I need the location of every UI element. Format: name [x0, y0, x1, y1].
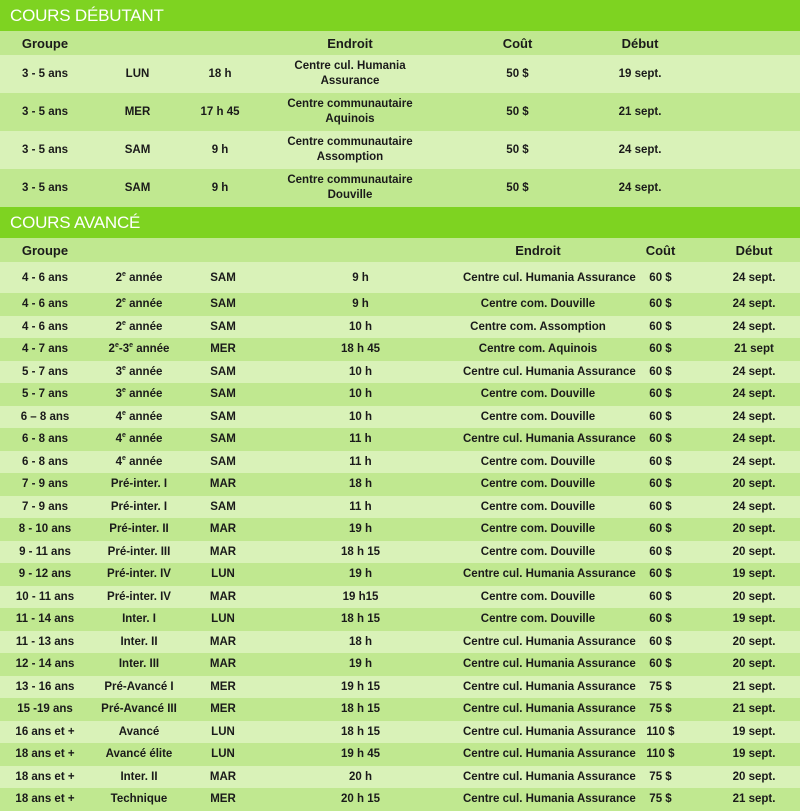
table-row	[0, 316, 800, 339]
table-row	[0, 608, 800, 631]
cell-cout: 60 $	[649, 568, 672, 581]
endroit-line-1: Centre communautaire	[287, 98, 413, 110]
endroit-line-2: Douville	[327, 189, 373, 201]
cell-cout: 50 $	[506, 143, 529, 156]
cell-endroit: Centre cul. Humania Assurance	[463, 568, 636, 581]
table-row	[0, 473, 800, 496]
cell-annee	[90, 563, 188, 586]
table-row	[0, 451, 800, 474]
cell-debut: 21 sept.	[732, 703, 776, 716]
cell-groupe: 6 – 8 ans	[20, 410, 70, 423]
cell-debut: 19 sept.	[732, 725, 776, 738]
cell-heure: 9 h	[211, 181, 229, 194]
cell-groupe: 7 - 9 ans	[21, 478, 69, 491]
cell-annee	[90, 721, 188, 744]
cell-annee	[90, 653, 188, 676]
cell-jour: MER	[210, 343, 236, 356]
annee-part: 4	[115, 455, 123, 468]
cell-annee	[90, 451, 188, 474]
advanced-table	[0, 238, 800, 811]
annee-part: Pré-Avancé I	[104, 680, 174, 693]
cell-endroit: Centre cul. Humania Assurance	[463, 748, 636, 761]
cell-jour: SAM	[124, 181, 151, 194]
cell-heure: 9 h	[352, 298, 369, 311]
cell-cout: 50 $	[506, 105, 529, 118]
cell-cout: 60 $	[649, 523, 672, 536]
cell-groupe: 8 - 10 ans	[18, 523, 72, 536]
annee-part: e	[122, 387, 126, 395]
cell-debut: 20 sept.	[732, 635, 776, 648]
annee-part: e	[122, 364, 126, 372]
cell-jour: SAM	[210, 271, 236, 284]
annee-part: e	[122, 297, 126, 305]
cell-annee	[90, 518, 188, 541]
annee-part: 4	[115, 410, 123, 423]
cell-cout: 60 $	[649, 365, 672, 378]
cell-annee	[90, 496, 188, 519]
cell-annee	[90, 262, 188, 293]
cell-annee	[90, 361, 188, 384]
cell-cout: 50 $	[506, 67, 529, 80]
annee-part: Inter. III	[118, 658, 160, 671]
cell-endroit: Centre cul. Humania Assurance	[463, 433, 636, 446]
cell-debut: 20 sept.	[732, 545, 776, 558]
cell-endroit: Centre com. Douville	[480, 455, 596, 468]
annee-part: année	[125, 298, 163, 311]
table-row	[0, 383, 800, 406]
cell-endroit: Centre cul. Humania Assurance	[463, 680, 636, 693]
cell-debut: 19 sept.	[732, 568, 776, 581]
cell-heure: 19 h	[348, 658, 372, 671]
cell-endroit: Centre com. Douville	[480, 545, 596, 558]
cell-annee	[90, 473, 188, 496]
table-row	[0, 293, 800, 316]
cell-cout: 110 $	[646, 725, 675, 738]
annee-part: -3	[118, 343, 130, 356]
cell-heure: 19 h	[348, 523, 372, 536]
cell-heure: 11 h	[349, 455, 372, 468]
cell-cout: 60 $	[649, 613, 672, 626]
cell-cout: 60 $	[649, 388, 672, 401]
table-row	[0, 676, 800, 699]
cell-annee	[90, 586, 188, 609]
annee-part: Inter. II	[120, 635, 158, 648]
table-row	[0, 338, 800, 361]
cell-jour: MAR	[209, 658, 237, 671]
table-row	[0, 55, 800, 93]
table-row	[0, 361, 800, 384]
endroit-line-2: Assurance	[320, 75, 380, 87]
cell-cout: 75 $	[649, 770, 672, 783]
cell-groupe: 5 - 7 ans	[21, 365, 69, 378]
cell-debut: 24 sept.	[732, 271, 776, 284]
cell-debut: 24 sept.	[732, 433, 776, 446]
cell-debut: 24 sept.	[732, 500, 776, 513]
table-row	[0, 698, 800, 721]
annee-part: e	[122, 454, 126, 462]
annee-part: Pré-inter. II	[109, 523, 169, 536]
cell-heure: 11 h	[349, 433, 372, 446]
annee-part: Technique	[110, 793, 168, 806]
cell-groupe: 9 - 12 ans	[18, 568, 72, 581]
beginner-section-title: COURS DÉBUTANT	[0, 0, 800, 31]
cell-endroit: Centre cul. Humania Assurance	[463, 703, 636, 716]
cell-debut: 19 sept.	[732, 748, 776, 761]
cell-debut: 20 sept.	[732, 523, 776, 536]
annee-part: 3	[115, 365, 123, 378]
cell-groupe: 18 ans et +	[15, 793, 75, 806]
table-row	[0, 518, 800, 541]
cell-endroit: Centre com. Douville	[480, 410, 596, 423]
endroit-line-1: Centre cul. Humania	[294, 60, 406, 72]
cell-groupe: 12 - 14 ans	[15, 658, 75, 671]
col-header-debut: Début	[621, 35, 659, 51]
table-row	[0, 262, 800, 293]
cell-annee	[90, 698, 188, 721]
cell-heure: 18 h 15	[341, 545, 380, 558]
cell-heure: 18 h	[348, 635, 372, 648]
cell-endroit: Centre cul. Humania Assurance	[463, 793, 636, 806]
cell-debut: 20 sept.	[732, 478, 776, 491]
cell-debut: 24 sept.	[732, 455, 776, 468]
cell-empty	[690, 169, 800, 207]
table-row	[0, 653, 800, 676]
cell-endroit: Centre cul. Humania Assurance	[463, 635, 636, 648]
cell-endroit	[255, 55, 445, 93]
cell-groupe: 11 - 13 ans	[15, 635, 75, 648]
cell-annee	[90, 383, 188, 406]
cell-heure: 19 h	[348, 568, 372, 581]
cell-debut: 24 sept.	[618, 143, 662, 156]
cell-endroit: Centre cul. Humania Assurance	[463, 725, 636, 738]
table-row	[0, 631, 800, 654]
annee-part: Pré-inter. IV	[107, 590, 171, 603]
cell-jour: SAM	[210, 298, 236, 311]
annee-part: année	[125, 455, 163, 468]
cell-endroit: Centre cul. Humania Assurance	[463, 658, 636, 671]
cell-heure: 18 h	[208, 67, 232, 80]
cell-heure: 10 h	[348, 320, 372, 333]
cell-jour: MAR	[209, 590, 237, 603]
cell-groupe: 15 -19 ans	[17, 703, 73, 716]
cell-heure: 10 h	[348, 388, 372, 401]
table-row	[0, 428, 800, 451]
annee-part: Avancé élite	[105, 748, 173, 761]
annee-part: e	[114, 342, 119, 350]
cell-jour: SAM	[210, 365, 236, 378]
annee-part: Avancé	[118, 725, 160, 738]
cell-jour: SAM	[210, 455, 236, 468]
cell-endroit: Centre cul. Humania Assurance	[463, 770, 636, 783]
cell-heure: 11 h	[349, 500, 372, 513]
annee-part: Inter. I	[122, 613, 156, 626]
annee-part: année	[125, 433, 163, 446]
cell-jour: LUN	[211, 748, 235, 761]
cell-jour: SAM	[210, 500, 236, 513]
table-row	[0, 169, 800, 207]
cell-endroit: Centre com. Assomption	[470, 320, 606, 333]
cell-debut: 19 sept.	[732, 613, 776, 626]
endroit-line-1: Centre communautaire	[287, 136, 413, 148]
cell-endroit: Centre cul. Humania Assurance	[463, 271, 636, 284]
cell-groupe: 13 - 16 ans	[15, 680, 75, 693]
cell-endroit: Centre com. Douville	[480, 478, 596, 491]
annee-part: 2	[115, 320, 123, 333]
cell-cout: 60 $	[649, 320, 672, 333]
table-row	[0, 788, 800, 811]
table-row	[0, 721, 800, 744]
cell-heure: 18 h 15	[341, 613, 380, 626]
cell-debut: 24 sept.	[732, 388, 776, 401]
cell-groupe: 10 - 11 ans	[15, 590, 75, 603]
cell-heure: 19 h 15	[341, 680, 380, 693]
cell-heure: 18 h 45	[341, 343, 380, 356]
cell-heure: 20 h	[348, 770, 372, 783]
cell-endroit	[255, 131, 445, 169]
cell-jour: SAM	[210, 410, 236, 423]
cell-cout: 75 $	[649, 680, 672, 693]
cell-annee	[90, 788, 188, 811]
cell-jour: LUN	[125, 67, 150, 80]
annee-part: e	[122, 319, 126, 327]
table-row	[0, 541, 800, 564]
cell-cout: 60 $	[649, 545, 672, 558]
cell-heure: 10 h	[348, 365, 372, 378]
annee-part: année	[125, 410, 163, 423]
cell-heure: 19 h 45	[341, 748, 380, 761]
cell-annee	[90, 631, 188, 654]
cell-endroit: Centre cul. Humania Assurance	[463, 365, 636, 378]
cell-groupe: 4 - 6 ans	[21, 320, 69, 333]
cell-jour: MER	[210, 703, 236, 716]
annee-part: Pré-inter. I	[110, 478, 168, 491]
cell-cout: 60 $	[649, 658, 672, 671]
cell-debut: 24 sept.	[618, 181, 662, 194]
annee-part: Pré-Avancé III	[101, 703, 177, 716]
advanced-section-title: COURS AVANCÉ	[0, 207, 800, 238]
annee-part: année	[125, 388, 163, 401]
annee-part: e	[122, 270, 126, 278]
annee-part: e	[122, 409, 126, 417]
annee-part: 2	[115, 271, 123, 284]
cell-groupe: 6 - 8 ans	[21, 433, 69, 446]
cell-endroit: Centre com. Aquinois	[478, 343, 598, 356]
endroit-line-1: Centre communautaire	[287, 174, 413, 186]
table-row	[0, 131, 800, 169]
annee-part: année	[125, 320, 163, 333]
cell-debut: 21 sept.	[732, 793, 776, 806]
cell-jour: MAR	[209, 523, 237, 536]
cell-jour: SAM	[124, 143, 151, 156]
annee-part: année	[125, 365, 163, 378]
cell-debut: 24 sept.	[732, 298, 776, 311]
cell-jour: SAM	[210, 433, 236, 446]
cell-groupe: 3 - 5 ans	[21, 143, 69, 156]
cell-jour: MER	[210, 680, 236, 693]
annee-part: année	[133, 343, 170, 356]
cell-groupe: 3 - 5 ans	[21, 67, 69, 80]
cell-jour: LUN	[211, 568, 235, 581]
cell-groupe: 16 ans et +	[15, 725, 75, 738]
annee-part: Pré-inter. I	[110, 500, 168, 513]
col-header-endroit: Endroit	[515, 242, 561, 258]
cell-debut: 24 sept.	[732, 410, 776, 423]
cell-debut: 21 sept.	[732, 680, 776, 693]
beginner-header-row	[0, 31, 800, 55]
cell-cout: 60 $	[649, 478, 672, 491]
cell-empty	[690, 55, 800, 93]
cell-cout: 60 $	[649, 590, 672, 603]
beginner-table	[0, 31, 800, 207]
cell-cout: 110 $	[646, 748, 675, 761]
cell-empty	[690, 93, 800, 131]
cell-heure: 17 h 45	[200, 105, 240, 118]
cell-groupe: 11 - 14 ans	[15, 613, 75, 626]
cell-annee	[90, 743, 188, 766]
annee-part: 3	[115, 388, 123, 401]
cell-debut: 20 sept.	[732, 770, 776, 783]
cell-jour: MER	[124, 105, 151, 118]
col-header-endroit: Endroit	[327, 35, 373, 51]
cell-groupe: 9 - 11 ans	[19, 545, 71, 558]
cell-debut: 19 sept.	[618, 67, 662, 80]
cell-heure: 18 h 15	[341, 703, 380, 716]
table-row	[0, 586, 800, 609]
cell-endroit: Centre com. Douville	[480, 500, 596, 513]
annee-part: e	[122, 432, 126, 440]
cell-cout: 75 $	[649, 793, 672, 806]
cell-heure: 9 h	[211, 143, 229, 156]
cell-cout: 60 $	[649, 271, 672, 284]
col-header-cout: Coût	[502, 35, 533, 51]
cell-groupe: 6 - 8 ans	[21, 455, 69, 468]
cell-heure: 19 h15	[342, 590, 379, 603]
cell-jour: SAM	[210, 320, 236, 333]
advanced-header-row	[0, 238, 800, 262]
cell-cout: 60 $	[649, 343, 672, 356]
cell-annee	[90, 406, 188, 429]
cell-jour: MAR	[209, 770, 237, 783]
cell-annee	[90, 428, 188, 451]
cell-cout: 60 $	[649, 455, 672, 468]
annee-part: e	[129, 342, 133, 350]
annee-part: Pré-inter. III	[107, 545, 171, 558]
cell-debut: 21 sept.	[618, 105, 662, 118]
cell-jour: MER	[210, 793, 236, 806]
cell-annee	[90, 293, 188, 316]
cell-cout: 60 $	[649, 298, 672, 311]
annee-part: 2	[108, 343, 115, 356]
cell-groupe: 4 - 6 ans	[21, 271, 69, 284]
endroit-line-2: Aquinois	[325, 113, 375, 125]
cell-annee	[90, 676, 188, 699]
cell-annee	[90, 766, 188, 789]
cell-heure: 18 h	[348, 478, 372, 491]
cell-cout: 60 $	[649, 410, 672, 423]
table-row	[0, 563, 800, 586]
table-row	[0, 496, 800, 519]
cell-debut: 24 sept.	[732, 320, 776, 333]
cell-debut: 20 sept.	[732, 590, 776, 603]
cell-groupe: 4 - 7 ans	[21, 343, 69, 356]
cell-groupe: 18 ans et +	[15, 770, 75, 783]
table-row	[0, 406, 800, 429]
cell-endroit	[255, 93, 445, 131]
cell-endroit: Centre com. Douville	[480, 590, 596, 603]
cell-jour: LUN	[211, 725, 235, 738]
cell-endroit: Centre com. Douville	[480, 388, 596, 401]
cell-jour: MAR	[209, 478, 237, 491]
table-row	[0, 743, 800, 766]
endroit-line-2: Assomption	[316, 151, 384, 163]
cell-annee	[90, 338, 188, 361]
col-header-cout: Coût	[645, 242, 676, 258]
annee-part: 2	[115, 298, 123, 311]
cell-endroit: Centre com. Douville	[480, 298, 596, 311]
cell-groupe: 7 - 9 ans	[21, 500, 69, 513]
cell-groupe: 3 - 5 ans	[21, 181, 69, 194]
cell-endroit	[255, 169, 445, 207]
cell-cout: 75 $	[649, 703, 672, 716]
cell-jour: LUN	[211, 613, 235, 626]
col-header-debut: Début	[735, 242, 773, 258]
cell-jour: MAR	[209, 545, 237, 558]
cell-empty	[690, 131, 800, 169]
cell-heure: 18 h 15	[341, 725, 380, 738]
annee-part: 4	[115, 433, 123, 446]
cell-endroit: Centre com. Douville	[480, 523, 596, 536]
cell-cout: 60 $	[649, 500, 672, 513]
cell-groupe: 3 - 5 ans	[21, 105, 69, 118]
cell-jour: SAM	[210, 388, 236, 401]
cell-endroit: Centre com. Douville	[480, 613, 596, 626]
annee-part: Inter. II	[120, 770, 158, 783]
cell-groupe: 5 - 7 ans	[21, 388, 69, 401]
cell-cout: 60 $	[649, 635, 672, 648]
cell-annee	[90, 541, 188, 564]
annee-part: année	[125, 271, 163, 284]
col-header-groupe: Groupe	[21, 242, 69, 258]
cell-jour: MAR	[209, 635, 237, 648]
col-header-groupe: Groupe	[21, 35, 69, 51]
annee-part: Pré-inter. IV	[107, 568, 171, 581]
cell-debut: 21 sept	[734, 343, 774, 356]
cell-cout: 50 $	[506, 181, 529, 194]
cell-cout: 60 $	[649, 433, 672, 446]
table-row	[0, 766, 800, 789]
cell-groupe: 18 ans et +	[15, 748, 75, 761]
cell-debut: 24 sept.	[732, 365, 776, 378]
cell-heure: 9 h	[352, 271, 369, 284]
cell-annee	[90, 608, 188, 631]
cell-heure: 10 h	[348, 410, 372, 423]
cell-debut: 20 sept.	[732, 658, 776, 671]
table-row	[0, 93, 800, 131]
cell-annee	[90, 316, 188, 339]
cell-groupe: 4 - 6 ans	[21, 298, 69, 311]
cell-heure: 20 h 15	[341, 793, 380, 806]
